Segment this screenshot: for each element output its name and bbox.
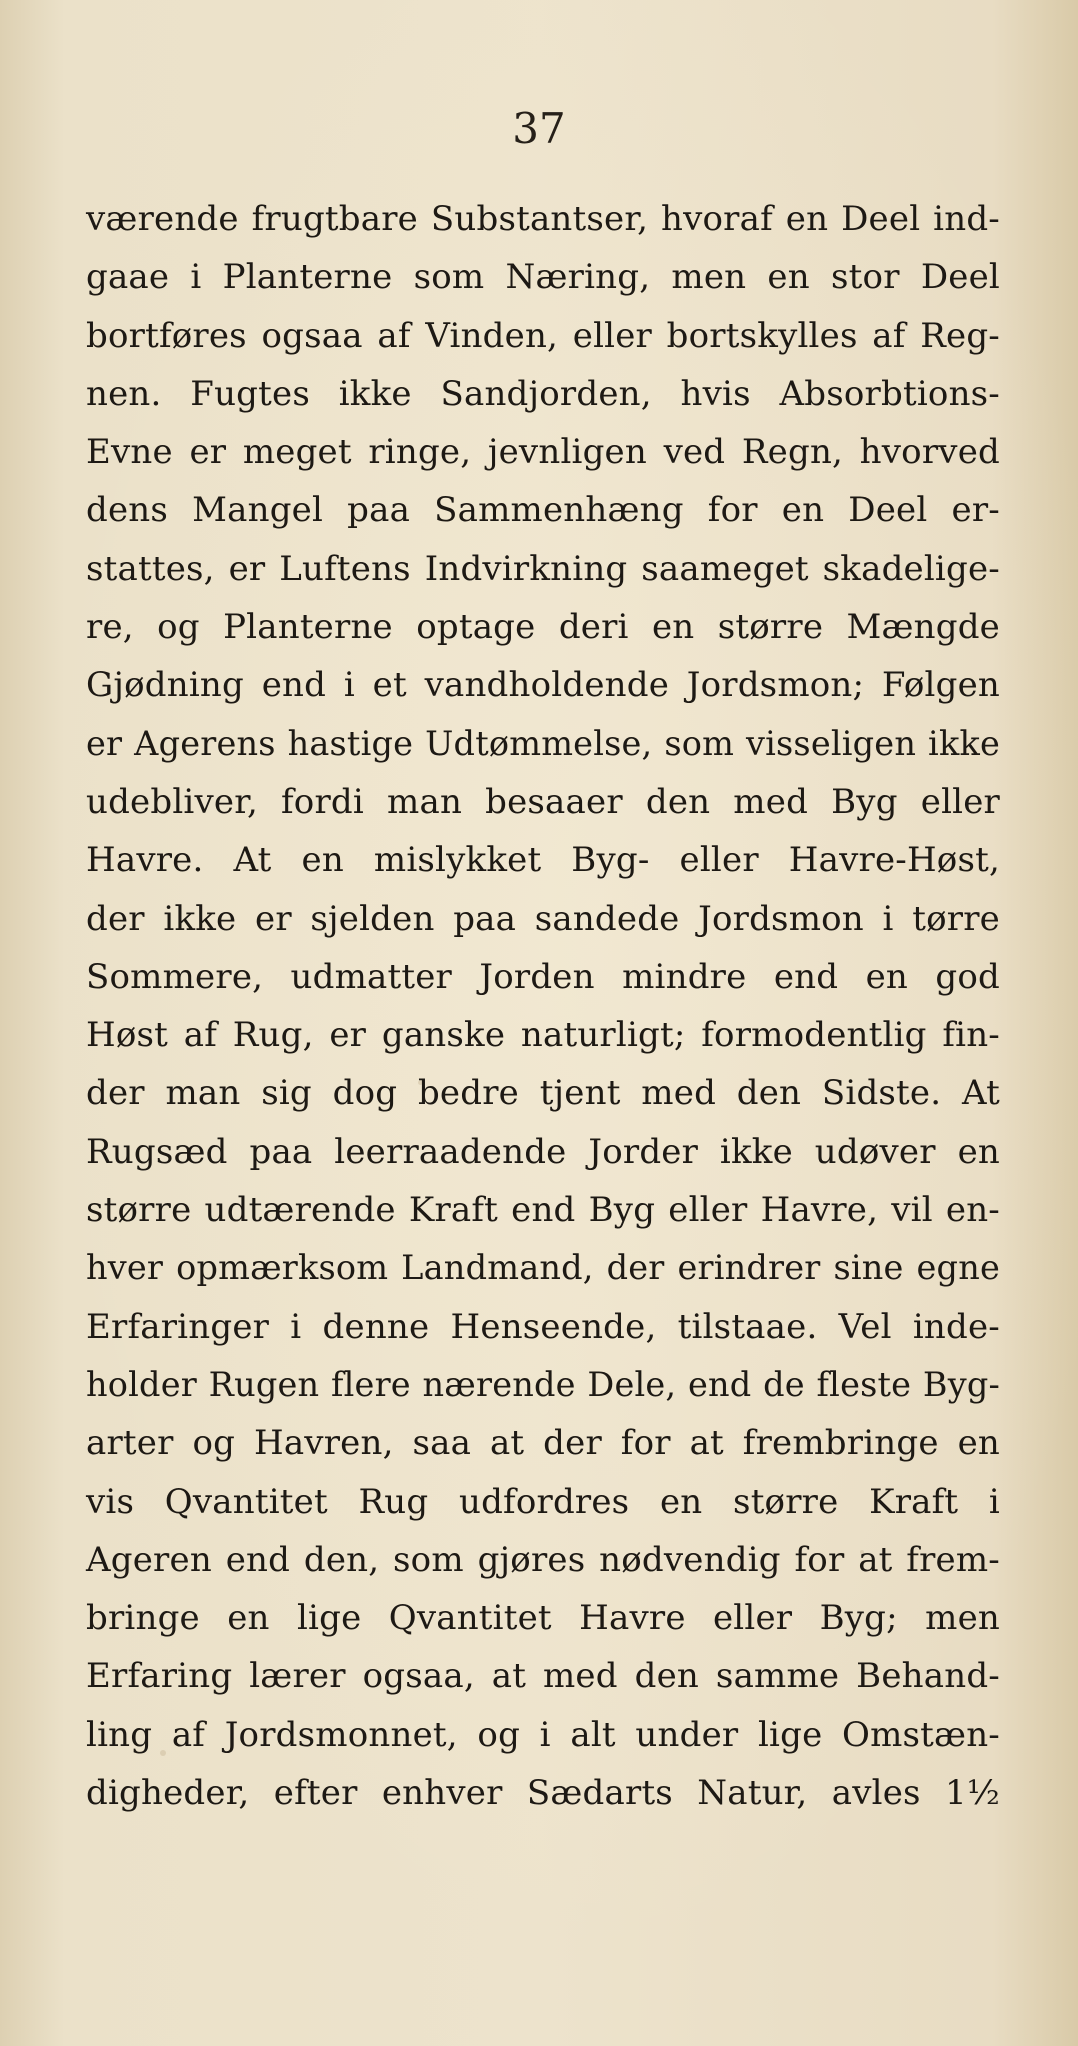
text-line: re, og Planterne optage deri en større Mængde (86, 607, 1000, 648)
page-number: 37 (512, 104, 566, 153)
text-line: dens Mangel paa Sammenhæng for en Deel er- (86, 490, 1000, 531)
text-line: værende frugtbare Substantser, hvoraf en Deel ind- (86, 199, 1000, 239)
text-line: udebliver, fordi man besaaer den med Byg eller (86, 781, 1000, 822)
text-line: arter og Havren, saa at der for at frembringe en (86, 1423, 1000, 1464)
body-text (86, 190, 1000, 1822)
text-line: gaae i Planterne som Næring, men en stor Deel (86, 257, 1000, 298)
text-line: Sommere, udmatter Jorden mindre end en god (86, 956, 1000, 997)
text-line: bortføres ogsaa af Vinden, eller bortskylles af Reg- (86, 315, 1000, 356)
text-line: vis Qvantitet Rug udfordres en større Kraft i (86, 1481, 1000, 1522)
text-line: Erfaringer i denne Henseende, tilstaae. Vel inde- (86, 1306, 1000, 1347)
text-line: der man sig dog bedre tjent med den Sidste. At (86, 1073, 1000, 1114)
text-line: Evne er meget ringe, jevnligen ved Regn, hvorved (86, 432, 1000, 473)
text-line: ling af Jordsmonnet, og i alt under lige Omstæn- (86, 1714, 1000, 1755)
text-line: stattes, er Luftens Indvirkning saameget skadelige- (86, 548, 1000, 589)
text-line: holder Rugen flere nærende Dele, end de fleste Byg- (86, 1364, 1000, 1404)
text-line: digheder, efter enhver Sædarts Natur, avles 1½ (86, 1773, 1000, 1814)
text-line: Ageren end den, som gjøres nødvendig for at frem- (86, 1539, 1000, 1580)
text-line: Erfaring lærer ogsaa, at med den samme Behand- (86, 1656, 1000, 1697)
text-line: større udtærende Kraft end Byg eller Havre, vil en- (86, 1190, 1000, 1231)
text-line: hver opmærksom Landmand, der erindrer sine egne (86, 1248, 1000, 1288)
text-line: nen. Fugtes ikke Sandjorden, hvis Absorbtions- (86, 373, 1000, 414)
text-line: der ikke er sjelden paa sandede Jordsmon i tørre (86, 898, 1000, 939)
text-line: Gjødning end i et vandholdende Jordsmon; Følgen (86, 665, 1000, 706)
text-line: er Agerens hastige Udtømmelse, som visseligen ikke (86, 723, 1000, 763)
text-line: Rugsæd paa leerraadende Jorder ikke udøver en (86, 1131, 1000, 1172)
text-line: Havre. At en mislykket Byg- eller Havre-Høst, (86, 840, 1000, 881)
text-line: Høst af Rug, er ganske naturligt; formodentlig fin- (86, 1015, 1000, 1056)
text-line: bringe en lige Qvantitet Havre eller Byg; men (86, 1598, 1000, 1639)
